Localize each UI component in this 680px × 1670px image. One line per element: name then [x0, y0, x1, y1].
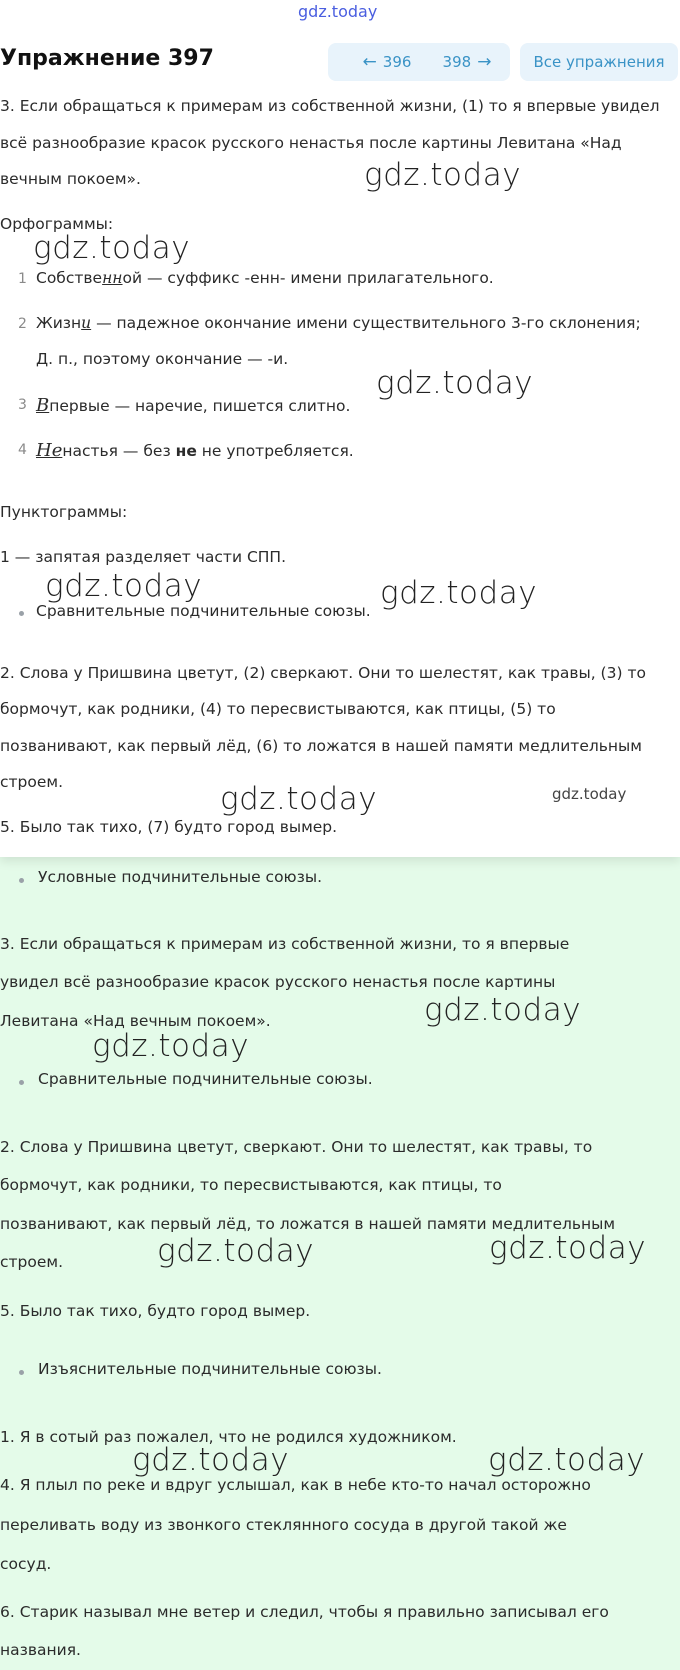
solution-sentence2-line2: бормочут, как родники, (4) то пересвистываются, как птицы, (5) то	[0, 700, 556, 718]
solution-sentence3-line2: всё разнообразие красок русского ненастья после картины Левитана «Над	[0, 134, 622, 152]
watermark: gdz.today	[488, 1442, 646, 1478]
arrow-right-icon: →	[477, 52, 492, 72]
solution-sentence2-line4: строем.	[0, 773, 64, 791]
next-exercise-button[interactable]	[424, 43, 510, 81]
site-watermark: gdz.today	[298, 2, 378, 21]
orthogram-text: Собстве	[36, 269, 103, 287]
answer-sentence4-line1: 4. Я плыл по реке и вдруг услышал, как в небе кто-то начал осторожно	[0, 1476, 591, 1494]
punctogram-title: Пунктограммы:	[0, 503, 128, 521]
watermark: gdz.today	[489, 1230, 647, 1266]
watermark: gdz.today	[376, 365, 534, 401]
orthogram-mark: и	[81, 314, 92, 332]
answer-bullet-explanatory: Изъяснительные подчинительные союзы.	[38, 1360, 382, 1378]
all-exercises-label: Все упражнения	[533, 53, 665, 71]
solution-sentence3-line1: 3. Если обращаться к примерам из собственной жизни, (1) то я впервые увидел	[0, 97, 660, 115]
watermark: gdz.today	[220, 781, 378, 817]
orthogram-mark: нн	[102, 269, 123, 287]
watermark: gdz.today	[552, 785, 627, 803]
solution-sentence2-line3: позванивают, как первый лёд, (6) то ложатся в нашей памяти медлительным	[0, 737, 642, 755]
orthogram-item-1	[36, 269, 494, 287]
prev-exercise-label: 396	[382, 53, 412, 71]
watermark: gdz.today	[45, 568, 203, 604]
solution-sentence5: 5. Было так тихо, (7) будто город вымер.	[0, 818, 338, 836]
answer-sentence6-line1: 6. Старик называл мне ветер и следил, чтобы я правильно записывал его	[0, 1603, 609, 1621]
bullet-dot	[19, 878, 24, 883]
watermark: gdz.today	[424, 992, 582, 1028]
answer-sentence3-line1: 3. Если обращаться к примерам из собственной жизни, то я впервые	[0, 935, 570, 953]
solution-bullet-comparative: Сравнительные подчинительные союзы.	[36, 602, 371, 620]
orthogram-text: — падежное окончание имени существительного 3-го склонения;	[91, 314, 641, 332]
answer-sentence2-line3: позванивают, как первый лёд, то ложатся в нашей памяти медлительным	[0, 1215, 616, 1233]
next-exercise-label: 398	[442, 53, 472, 71]
page-title: Упражнение 397	[0, 46, 214, 71]
answer-bullet-comparative: Сравнительные подчинительные союзы.	[38, 1070, 373, 1088]
answer-sentence1: 1. Я в сотый раз пожалел, что не родился художником.	[0, 1428, 457, 1446]
bullet-dot	[19, 611, 24, 616]
watermark: gdz.today	[157, 1233, 315, 1269]
answer-sentence3-line3: Левитана «Над вечным покоем».	[0, 1012, 271, 1030]
orthogram-title: Орфограммы:	[0, 215, 114, 233]
answer-bullet-conditional: Условные подчинительные союзы.	[38, 868, 323, 886]
answer-sentence2-line2: бормочут, как родники, то пересвистываются, как птицы, то	[0, 1176, 502, 1194]
orthogram-text: первые — наречие, пишется слитно.	[49, 397, 351, 415]
orthogram-number: 1	[18, 271, 27, 287]
answer-sentence2-line4: строем.	[0, 1253, 64, 1271]
exercise-header	[0, 38, 680, 90]
orthogram-item-2-line2: Д. п., поэтому окончание — -и.	[36, 350, 289, 368]
orthogram-number: 3	[18, 397, 27, 413]
orthogram-item-2	[36, 314, 641, 332]
bullet-dot	[19, 1080, 24, 1085]
orthogram-bold-text: не	[175, 442, 197, 460]
orthogram-number: 4	[18, 442, 27, 458]
orthogram-item-3	[36, 395, 350, 416]
watermark: gdz.today	[380, 575, 538, 611]
bullet-dot	[19, 1370, 24, 1375]
orthogram-text: не употребляется.	[196, 442, 354, 460]
solution-sentence3-line3: вечным покоем».	[0, 170, 141, 188]
watermark: gdz.today	[33, 230, 191, 266]
orthogram-text: ой — суффикс -енн- имени прилагательного.	[122, 269, 494, 287]
orthogram-mark: В	[36, 395, 50, 416]
watermark: gdz.today	[132, 1442, 290, 1478]
watermark: gdz.today	[364, 157, 522, 193]
answer-sentence5: 5. Было так тихо, будто город вымер.	[0, 1302, 311, 1320]
orthogram-number: 2	[18, 316, 27, 332]
answer-sentence3-line2: увидел всё разнообразие красок русского ненастья после картины	[0, 973, 556, 991]
answer-sentence4-line2: переливать воду из звонкого стеклянного сосуда в другой такой же	[0, 1516, 567, 1534]
arrow-left-icon: ←	[362, 52, 377, 72]
orthogram-text: Жизн	[36, 314, 82, 332]
answer-sentence2-line1: 2. Слова у Пришвина цветут, сверкают. Они то шелестят, как травы, то	[0, 1138, 593, 1156]
orthogram-item-4	[36, 440, 354, 461]
orthogram-mark: Не	[36, 440, 63, 461]
answer-sentence6-line2: названия.	[0, 1641, 81, 1659]
punctogram-line: 1 — запятая разделяет части СПП.	[0, 548, 287, 566]
answer-sentence4-line3: сосуд.	[0, 1555, 52, 1573]
solution-sentence2-line1: 2. Слова у Пришвина цветут, (2) сверкают. Они то шелестят, как травы, (3) то	[0, 664, 646, 682]
orthogram-text: настья — без	[62, 442, 176, 460]
watermark: gdz.today	[92, 1028, 250, 1064]
all-exercises-button[interactable]	[520, 43, 678, 81]
